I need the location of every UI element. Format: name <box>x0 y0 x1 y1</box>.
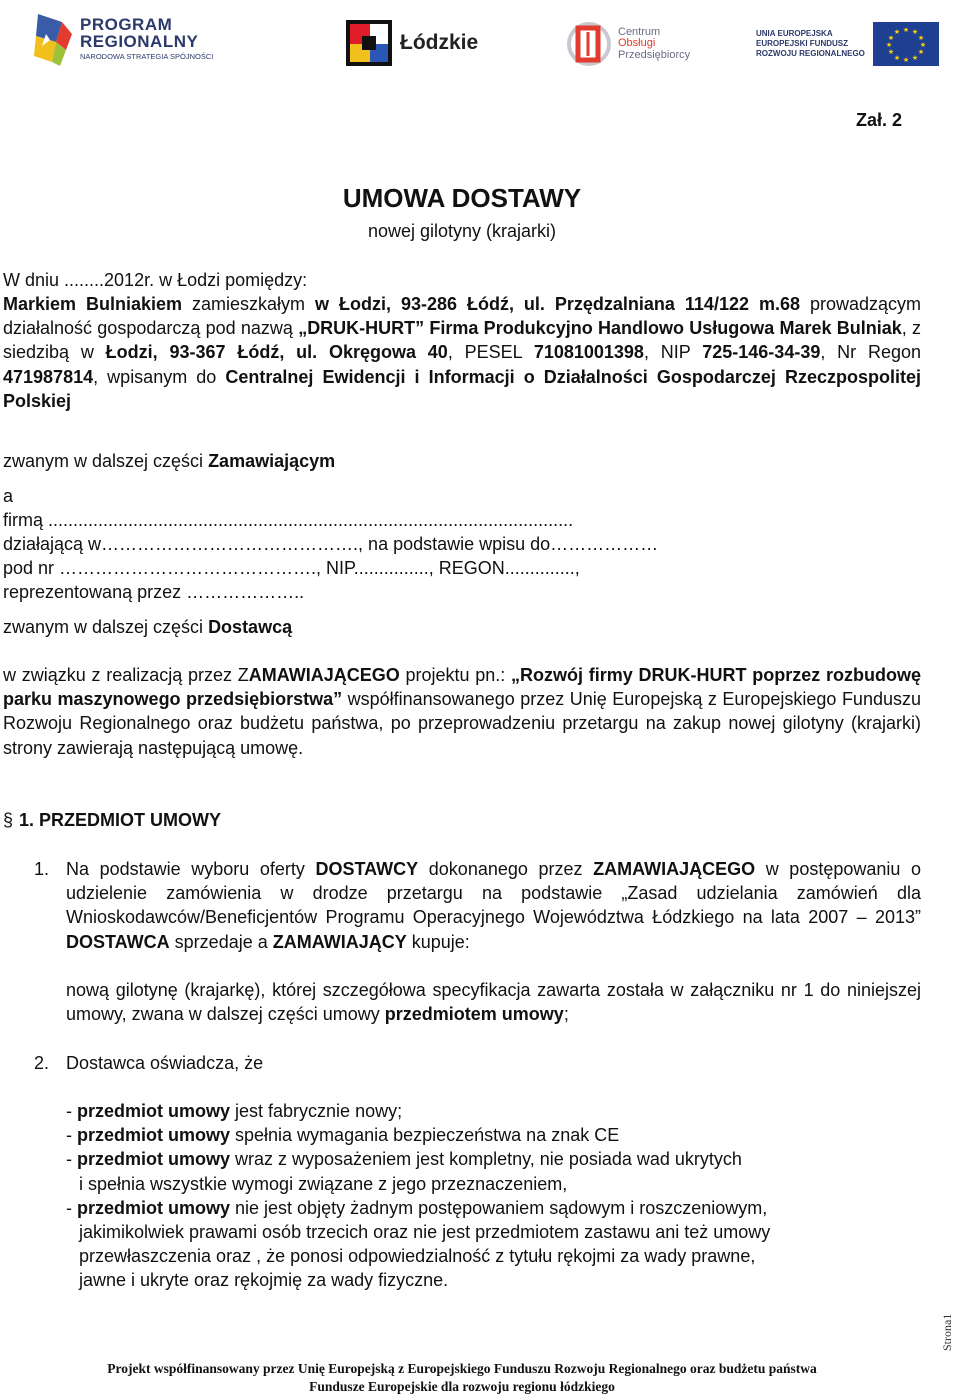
text-run: dokonanego przez <box>418 859 594 879</box>
bold-text: Markiem Bulniakiem <box>3 294 183 314</box>
eu-flag-icon: ★ ★ ★ ★ ★ ★ ★ ★ ★ ★ ★ ★ <box>873 22 939 66</box>
intro-line: W dniu ........2012r. w Łodzi pomiędzy: <box>3 270 308 290</box>
list-item <box>66 1196 926 1220</box>
text-run: - <box>66 1125 77 1146</box>
bold-text: AMAWIAJĄCEGO <box>248 665 400 685</box>
program-line2: REGIONALNY <box>80 31 199 51</box>
bold-text: DOSTAWCA <box>66 931 170 952</box>
bold-text: 471987814 <box>3 366 94 387</box>
text-run: w związku z realizacją przez Z <box>3 665 249 685</box>
text-run: nową gilotynę (krajarkę), której szczegółowa specyfikacja zawarta została w załączniku nr 1 do niniejszej umowy, zwana w dalszej części umowy <box>66 980 921 1025</box>
list-item <box>66 1147 926 1171</box>
text-run: jakimikolwiek prawami osób trzecich oraz nie jest przedmiotem zastawu ani też umowy <box>79 1222 771 1243</box>
bold-text: w Łodzi, 93-286 Łódź, ul. Przędzalniana 114/122 m.68 <box>315 294 800 314</box>
text-run: jawne i ukryte oraz rękojmię za wady fizyczne. <box>79 1270 449 1291</box>
program-regionalny-logo <box>32 12 213 64</box>
lodzkie-logo <box>346 20 478 66</box>
eu-line1: UNIA EUROPEJSKA <box>756 29 833 38</box>
list-item-continuation <box>66 1220 926 1244</box>
text-run: jest fabrycznie nowy; <box>230 1101 403 1121</box>
eu-logo <box>756 22 939 66</box>
page-number: Strona1 <box>940 1313 954 1351</box>
bold-text: 725-146-34-39 <box>702 342 821 363</box>
text-run: przewłaszczenia oraz , że ponosi odpowiedzialność z tytułu rękojmi za wady prawne, <box>79 1246 756 1267</box>
bold-text: przedmiotem umowy <box>384 1004 564 1025</box>
program-line1: PROGRAM <box>80 14 173 34</box>
bold-text: „DRUK-HURT” Firma Produkcyjno Handlowo Usługowa Marek Bulniak <box>298 318 902 339</box>
text-run: ; <box>563 1004 569 1025</box>
pod-nr-line: pod nr ……………………………………., NIP..............., REGON.............., <box>3 558 580 578</box>
section-title: 1. PRZEDMIOT UMOWY <box>19 810 222 830</box>
bullet-list <box>66 1099 926 1293</box>
bold-text: ZAMAWIAJĄCEGO <box>593 859 756 879</box>
text-run: prowadzącym działalność gospodarczą pod nazwą <box>3 294 921 339</box>
zamawiajacy-prefix: zwanym w dalszej części <box>3 451 209 471</box>
bold-text: „Rozwój firmy DRUK-HURT poprzez rozbudowę parku maszynowego przedsiębiorstwa” <box>3 665 921 710</box>
footer-line2: Fundusze Europejskie dla rozwoju regionu łódzkiego <box>309 1379 615 1394</box>
text-run: , NIP <box>643 342 703 363</box>
document-title: UMOWA DOSTAWY <box>342 183 582 213</box>
text-run: - <box>66 1101 77 1121</box>
section-sign-icon: § <box>3 810 14 830</box>
section-heading <box>3 808 221 832</box>
text-run: , z siedzibą w <box>3 318 921 363</box>
centrum-icon <box>566 20 612 68</box>
centrum-line2: Obsługi <box>618 37 656 50</box>
text-run: , Nr Regon <box>820 342 922 363</box>
text-run: i spełnia wszystkie wymogi związane z jego przeznaczeniem, <box>79 1173 568 1194</box>
firma-line: firmą ......................................................................................................... <box>3 510 574 530</box>
attachment-label: Zał. 2 <box>856 110 903 130</box>
reprezentowana-line: reprezentowaną przez ……………….. <box>3 582 305 602</box>
bold-text: przedmiot umowy <box>77 1101 231 1121</box>
eu-line3: ROZWOJU REGIONALNEGO <box>756 49 865 58</box>
bold-text: Centralnej Ewidencji i Informacji o Działalności Gospodarczej Rzeczpospolitej Polskiej <box>3 366 921 411</box>
list-item-continuation <box>66 1268 926 1292</box>
text-run: zamieszkałym <box>182 294 316 314</box>
footer-line1: Projekt współfinansowany przez Unię Europejską z Europejskiego Funduszu Rozwoju Regionalnego oraz budżetu państwa <box>107 1361 817 1376</box>
item2-number: 2. <box>34 1053 50 1073</box>
text-run: Na podstawie wyboru oferty <box>66 859 316 879</box>
zamawiajacy-line <box>3 449 335 473</box>
text-run: sprzedaje a <box>169 931 273 952</box>
item1-paragraph-cont <box>66 978 921 1026</box>
item2-text: Dostawca oświadcza, że <box>66 1053 264 1073</box>
dzialajaca-line: działającą w……………………………………., na podstawie wpisu do……………… <box>3 534 659 554</box>
lodzkie-icon <box>346 20 392 66</box>
parties-paragraph <box>3 292 921 413</box>
text-run: , PESEL <box>447 342 534 363</box>
bold-text: przedmiot umowy <box>77 1125 231 1146</box>
list-item <box>66 1099 926 1123</box>
list-item-continuation <box>66 1244 926 1268</box>
footer <box>0 1360 924 1396</box>
program-line3: NARODOWA STRATEGIA SPÓJNOŚCI <box>80 51 214 61</box>
dostawca-name: Dostawcą <box>208 617 293 637</box>
document-subtitle: nowej gilotyny (krajarki) <box>367 221 557 241</box>
dostawca-prefix: zwanym w dalszej części <box>3 617 209 637</box>
text-run: wraz z wyposażeniem jest kompletny, nie posiada wad ukrytych <box>230 1149 742 1170</box>
centrum-line1: Centrum <box>618 25 661 38</box>
bold-text: przedmiot umowy <box>77 1149 231 1170</box>
project-paragraph <box>3 663 921 760</box>
zamawiajacy-name: Zamawiającym <box>208 451 336 471</box>
list-item <box>66 1123 926 1147</box>
text-run: , wpisanym do <box>93 366 226 387</box>
text-run: spełnia wymagania bezpieczeństwa na znak CE <box>230 1125 620 1146</box>
text-run: nie jest objęty żadnym postępowaniem sądowym i roszczeniowym, <box>230 1197 768 1218</box>
bold-text: przedmiot umowy <box>77 1197 231 1218</box>
text-run: - <box>66 1149 77 1170</box>
list-item-continuation <box>66 1172 926 1196</box>
bold-text: 71081001398 <box>533 342 644 363</box>
text-run: kupuje: <box>406 931 470 952</box>
bold-text: ZAMAWIAJĄCY <box>272 931 407 952</box>
item1-number: 1. <box>34 859 50 879</box>
program-regionalny-icon <box>32 12 74 64</box>
text-run: projektu pn.: <box>399 665 512 685</box>
item1-paragraph <box>66 857 921 954</box>
header-logos <box>0 10 960 80</box>
dostawca-line <box>3 615 292 639</box>
text-run: w postępowaniu o udzielenie zamówienia w drodze przetargu na podstawie „Zasad udzielania zamówień dla Wnioskodawców/Beneficjentów Programu Operacyjnego Województwa Łódzkiego na lata 2007 – 2013” <box>66 859 922 928</box>
eu-line2: EUROPEJSKI FUNDUSZ <box>756 39 849 48</box>
centrum-line3: Przedsiębiorcy <box>618 48 691 61</box>
text-run: współfinansowanego przez Unię Europejską z Europejskiego Funduszu Rozwoju Regionalnego oraz budżetu państwa, po przeprowadzeniu przetargu na zakup nowej gilotyny (krajarki) strony zawierają następującą umowę. <box>3 689 921 758</box>
lodzkie-text: Łódzkie <box>400 31 479 54</box>
text-run: - <box>66 1197 77 1218</box>
and-line: a <box>3 486 14 506</box>
centrum-obslugi-logo <box>566 20 690 68</box>
bold-text: Łodzi, 93-367 Łódź, ul. Okręgowa 40 <box>105 342 448 363</box>
bold-text: DOSTAWCY <box>315 859 419 879</box>
